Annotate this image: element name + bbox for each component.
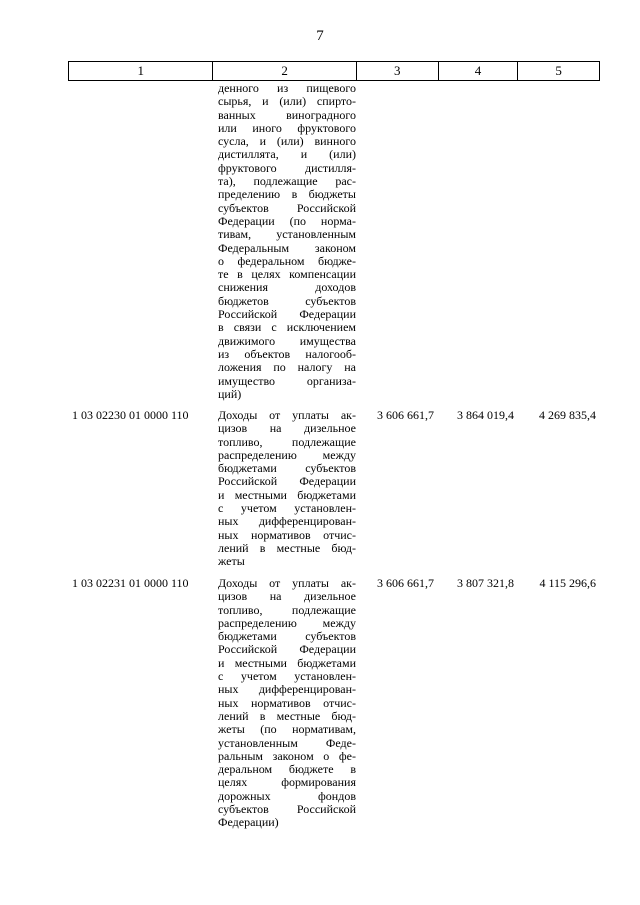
row-2-code: 1 03 02231 01 0000 110 [72,576,189,590]
table-header [68,61,600,81]
continuation-line: Российской Федерации [218,307,356,322]
row-1-description-line: и местными бюджетами [218,487,356,502]
header-col-5: 5 [555,63,562,78]
row-2-value-3: 3 606 661,7 [377,576,434,590]
header-col-3: 3 [357,62,439,80]
row-1-description-line: Доходы от уплаты ак- [218,408,356,422]
header-col-1: 1 [69,62,213,80]
row-1-code: 1 03 02230 01 0000 110 [72,408,189,422]
row-1-description-line: Российской Федерации [218,474,356,489]
row-2-description-line: топливо, подлежащие [218,602,356,617]
continuation-line: субъектов Российской [218,200,356,215]
continuation-line: сусла, и (или) винного [218,134,356,149]
row-2-description-line: бюджетами субъектов [218,629,356,644]
row-2-description-line: ных нормативов отчис- [218,695,356,710]
continuation-line: денного из пищевого [218,81,356,95]
row-2-description-line: цизов на дизельное [218,589,356,604]
row-2-description-line: целях формирования [218,775,356,790]
row-1-description-line: цизов на дизельное [218,421,356,436]
continuation-line: снижения доходов [218,280,356,295]
continuation-line: Федеральным законом [218,240,356,255]
continuation-description [218,82,356,401]
continuation-line: имущество организа- [218,373,356,388]
continuation-line: ций) [218,386,242,401]
row-2-description-line: деральном бюджете в [218,762,356,777]
row-2-value-4: 3 807 321,8 [457,576,514,590]
row-2-description-line: лений в местные бюд- [218,708,356,723]
continuation-line: движимого имущества [218,333,356,348]
row-2-description-line: субъектов Российской [218,802,356,817]
continuation-line: та), подлежащие рас- [218,174,356,189]
row-1-description-line: жеты [218,554,245,569]
row-2-description-line: установленным Феде- [218,735,356,750]
continuation-line: фруктового дистилля- [218,160,356,175]
row-2-value-5: 4 115 296,6 [539,576,596,590]
row-2-description-line: ральным законом о фе- [218,748,356,763]
continuation-line: ванных виноградного [218,107,356,122]
continuation-line: дистиллята, и (или) [218,147,356,162]
row-1-value-5: 4 269 835,4 [539,408,596,422]
row-2-description-line: распределению между [218,615,356,630]
row-1-description-line: топливо, подлежащие [218,434,356,449]
header-col-4: 4 [439,62,519,80]
row-1-description-line: ных нормативов отчис- [218,527,356,542]
continuation-line: Федерации (по норма- [218,213,356,228]
row-2-description-line: Доходы от уплаты ак- [218,576,356,590]
row-2-description-line: Российской Федерации [218,642,356,657]
continuation-line: сырья, и (или) спирто- [218,94,356,109]
row-1-value-4: 3 864 019,4 [457,408,514,422]
row-2-description-line: ных дифференцирован- [218,682,356,697]
row-1-description-line: с учетом установлен- [218,501,356,516]
row-1-description [218,409,356,569]
row-2-description-line: Федерации) [218,815,279,830]
continuation-line: ложения по налогу на [218,360,356,375]
continuation-line: пределению в бюджеты [218,187,356,202]
row-1-description-line: ных дифференцирован- [218,514,356,529]
row-1-value-3: 3 606 661,7 [377,408,434,422]
row-2-description-line: с учетом установлен- [218,669,356,684]
row-2-description-line: жеты (по нормативам, [218,722,356,737]
continuation-line: тивам, установленным [218,227,356,242]
row-2-description-line: дорожных фондов [218,788,356,803]
row-2-description [218,577,356,830]
continuation-line: из объектов налогооб- [218,346,356,361]
continuation-line: бюджетов субъектов [218,293,356,308]
header-col-2: 2 [213,62,356,80]
row-1-description-line: лений в местные бюд- [218,540,356,555]
row-1-description-line: распределению между [218,447,356,462]
continuation-line: или иного фруктового [218,120,356,135]
row-1-description-line: бюджетами субъектов [218,461,356,476]
row-2-description-line: и местными бюджетами [218,655,356,670]
continuation-line: о федеральном бюдже- [218,253,356,268]
continuation-line: те в целях компенсации [218,267,356,282]
page-number: 7 [316,28,324,44]
continuation-line: в связи с исключением [218,320,356,335]
